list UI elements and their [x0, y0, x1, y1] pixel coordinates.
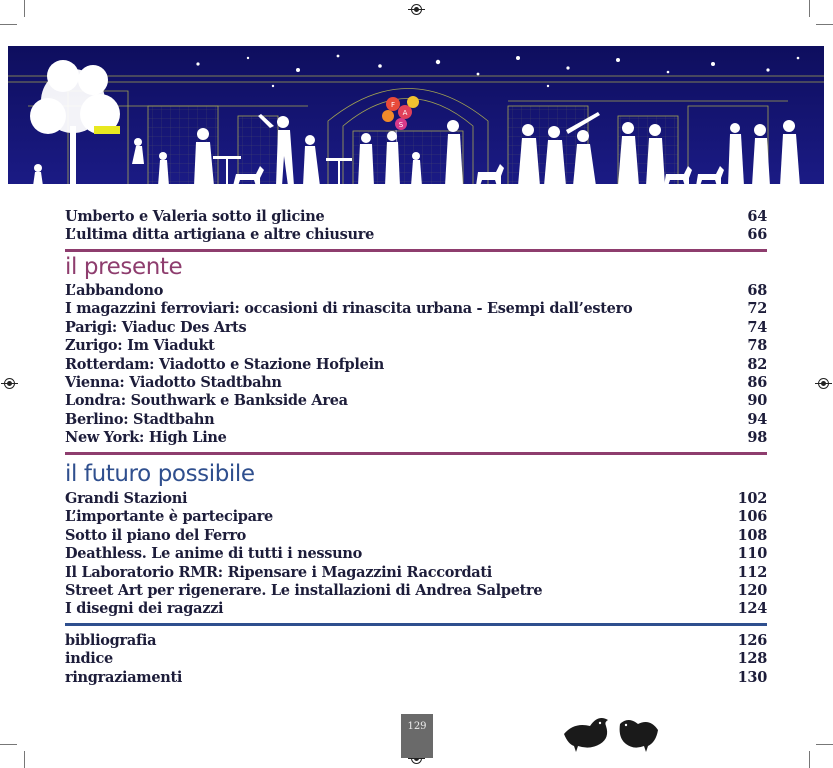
toc-entry-title: Grandi Stazioni: [65, 490, 188, 507]
toc-entry-title: Sotto il piano del Ferro: [65, 526, 247, 544]
registration-mark: [4, 378, 15, 389]
toc-entry[interactable]: [65, 226, 767, 244]
toc-entry-page: 108: [737, 526, 767, 544]
toc-section-futuro: [65, 490, 767, 619]
toc-entry-page: 68: [747, 282, 767, 299]
toc-entry[interactable]: [65, 600, 767, 618]
toc-entry-page: 86: [747, 373, 767, 391]
toc-entry-page: 94: [747, 410, 767, 428]
svg-text:A: A: [402, 109, 408, 117]
toc-entry-title: indice: [65, 650, 113, 668]
toc-entry-title: bibliografia: [65, 632, 157, 649]
toc-entry[interactable]: [65, 337, 767, 355]
toc-back-matter: [65, 632, 767, 687]
toc-entry-title: Londra: Southwark e Bankside Area: [65, 392, 348, 410]
crop-mark: [24, 751, 25, 768]
toc-entry-title: New York: High Line: [65, 429, 227, 447]
toc-section-presente: [65, 282, 767, 448]
toc-entry-page: 74: [747, 318, 767, 336]
toc-entry[interactable]: [65, 282, 767, 300]
toc-entry-page: 82: [747, 355, 767, 373]
toc-entry[interactable]: [65, 669, 767, 687]
svg-text:F: F: [390, 101, 396, 109]
toc-entry[interactable]: [65, 490, 767, 508]
toc-entry-title: L’importante è partecipare: [65, 508, 273, 526]
toc-entry[interactable]: [65, 527, 767, 545]
toc-entry-title: Il Laboratorio RMR: Ripensare i Magazzini Raccordati: [65, 563, 492, 581]
crop-mark: [0, 24, 17, 25]
crop-mark: [24, 0, 25, 17]
toc-entry-page: 102: [737, 490, 767, 507]
toc-entry-title: Rotterdam: Viadotto e Stazione Hofplein: [65, 355, 384, 373]
toc-entry[interactable]: [65, 429, 767, 447]
registration-mark: [411, 4, 422, 15]
section-heading-futuro: il futuro possibile: [65, 461, 255, 487]
toc-entry-page: 78: [747, 337, 767, 355]
page-number: 129: [401, 714, 433, 758]
toc-entry-page: 128: [737, 650, 767, 668]
toc-entry-title: Street Art per rigenerare. Le installazioni di Andrea Salpetre: [65, 581, 543, 599]
crop-mark: [809, 751, 810, 768]
section-rule: [65, 452, 767, 455]
crop-mark: [0, 744, 17, 745]
toc-entry-page: 64: [747, 208, 767, 225]
toc-entry[interactable]: [65, 392, 767, 410]
toc-entry[interactable]: [65, 374, 767, 392]
toc-entry[interactable]: [65, 508, 767, 526]
section-heading-presente: il presente: [65, 254, 183, 280]
toc-entry-title: Parigi: Viaduc Des Arts: [65, 318, 247, 336]
toc-top-list: [65, 208, 767, 245]
toc-entry[interactable]: [65, 300, 767, 318]
toc-entry-page: 98: [747, 429, 767, 447]
toc-entry[interactable]: [65, 564, 767, 582]
toc-entry-page: 120: [737, 581, 767, 599]
toc-entry[interactable]: [65, 208, 767, 226]
toc-entry-page: 112: [737, 563, 767, 581]
toc-entry[interactable]: [65, 545, 767, 563]
toc-entry[interactable]: [65, 411, 767, 429]
header-illustration: [8, 46, 824, 189]
toc-entry[interactable]: [65, 319, 767, 337]
toc-entry-title: Zurigo: Im Viadukt: [65, 337, 215, 355]
toc-entry-title: ringraziamenti: [65, 668, 183, 686]
toc-entry-page: 130: [737, 668, 767, 686]
crop-mark: [816, 744, 833, 745]
toc-entry-title: Vienna: Viadotto Stadtbahn: [65, 373, 282, 391]
toc-entry-title: I disegni dei ragazzi: [65, 600, 224, 618]
toc-entry-page: 90: [747, 392, 767, 410]
toc-entry[interactable]: [65, 650, 767, 668]
toc-entry-page: 124: [737, 600, 767, 618]
section-rule: [65, 249, 767, 252]
toc-entry-title: Umberto e Valeria sotto il glicine: [65, 208, 325, 225]
toc-entry-title: Berlino: Stadtbahn: [65, 410, 215, 428]
toc-entry-page: 110: [737, 545, 767, 563]
toc-entry-page: 66: [747, 226, 767, 244]
toc-entry-title: L’ultima ditta artigiana e altre chiusure: [65, 226, 375, 244]
toc-entry[interactable]: [65, 632, 767, 650]
toc-entry-page: 72: [747, 300, 767, 318]
registration-mark: [818, 378, 829, 389]
svg-text:S: S: [398, 121, 404, 129]
crop-mark: [816, 24, 833, 25]
section-rule: [65, 623, 767, 626]
toc-entry[interactable]: [65, 356, 767, 374]
birds-illustration: [560, 708, 662, 752]
toc-entry-page: 106: [737, 508, 767, 526]
toc-entry[interactable]: [65, 582, 767, 600]
crop-mark: [809, 0, 810, 17]
toc-entry-page: 126: [737, 632, 767, 649]
toc-entry-title: L’abbandono: [65, 282, 164, 299]
toc-entry-title: Deathless. Le anime di tutti i nessuno: [65, 545, 363, 563]
toc-entry-title: I magazzini ferroviari: occasioni di rinascita urbana - Esempi dall’estero: [65, 300, 633, 318]
